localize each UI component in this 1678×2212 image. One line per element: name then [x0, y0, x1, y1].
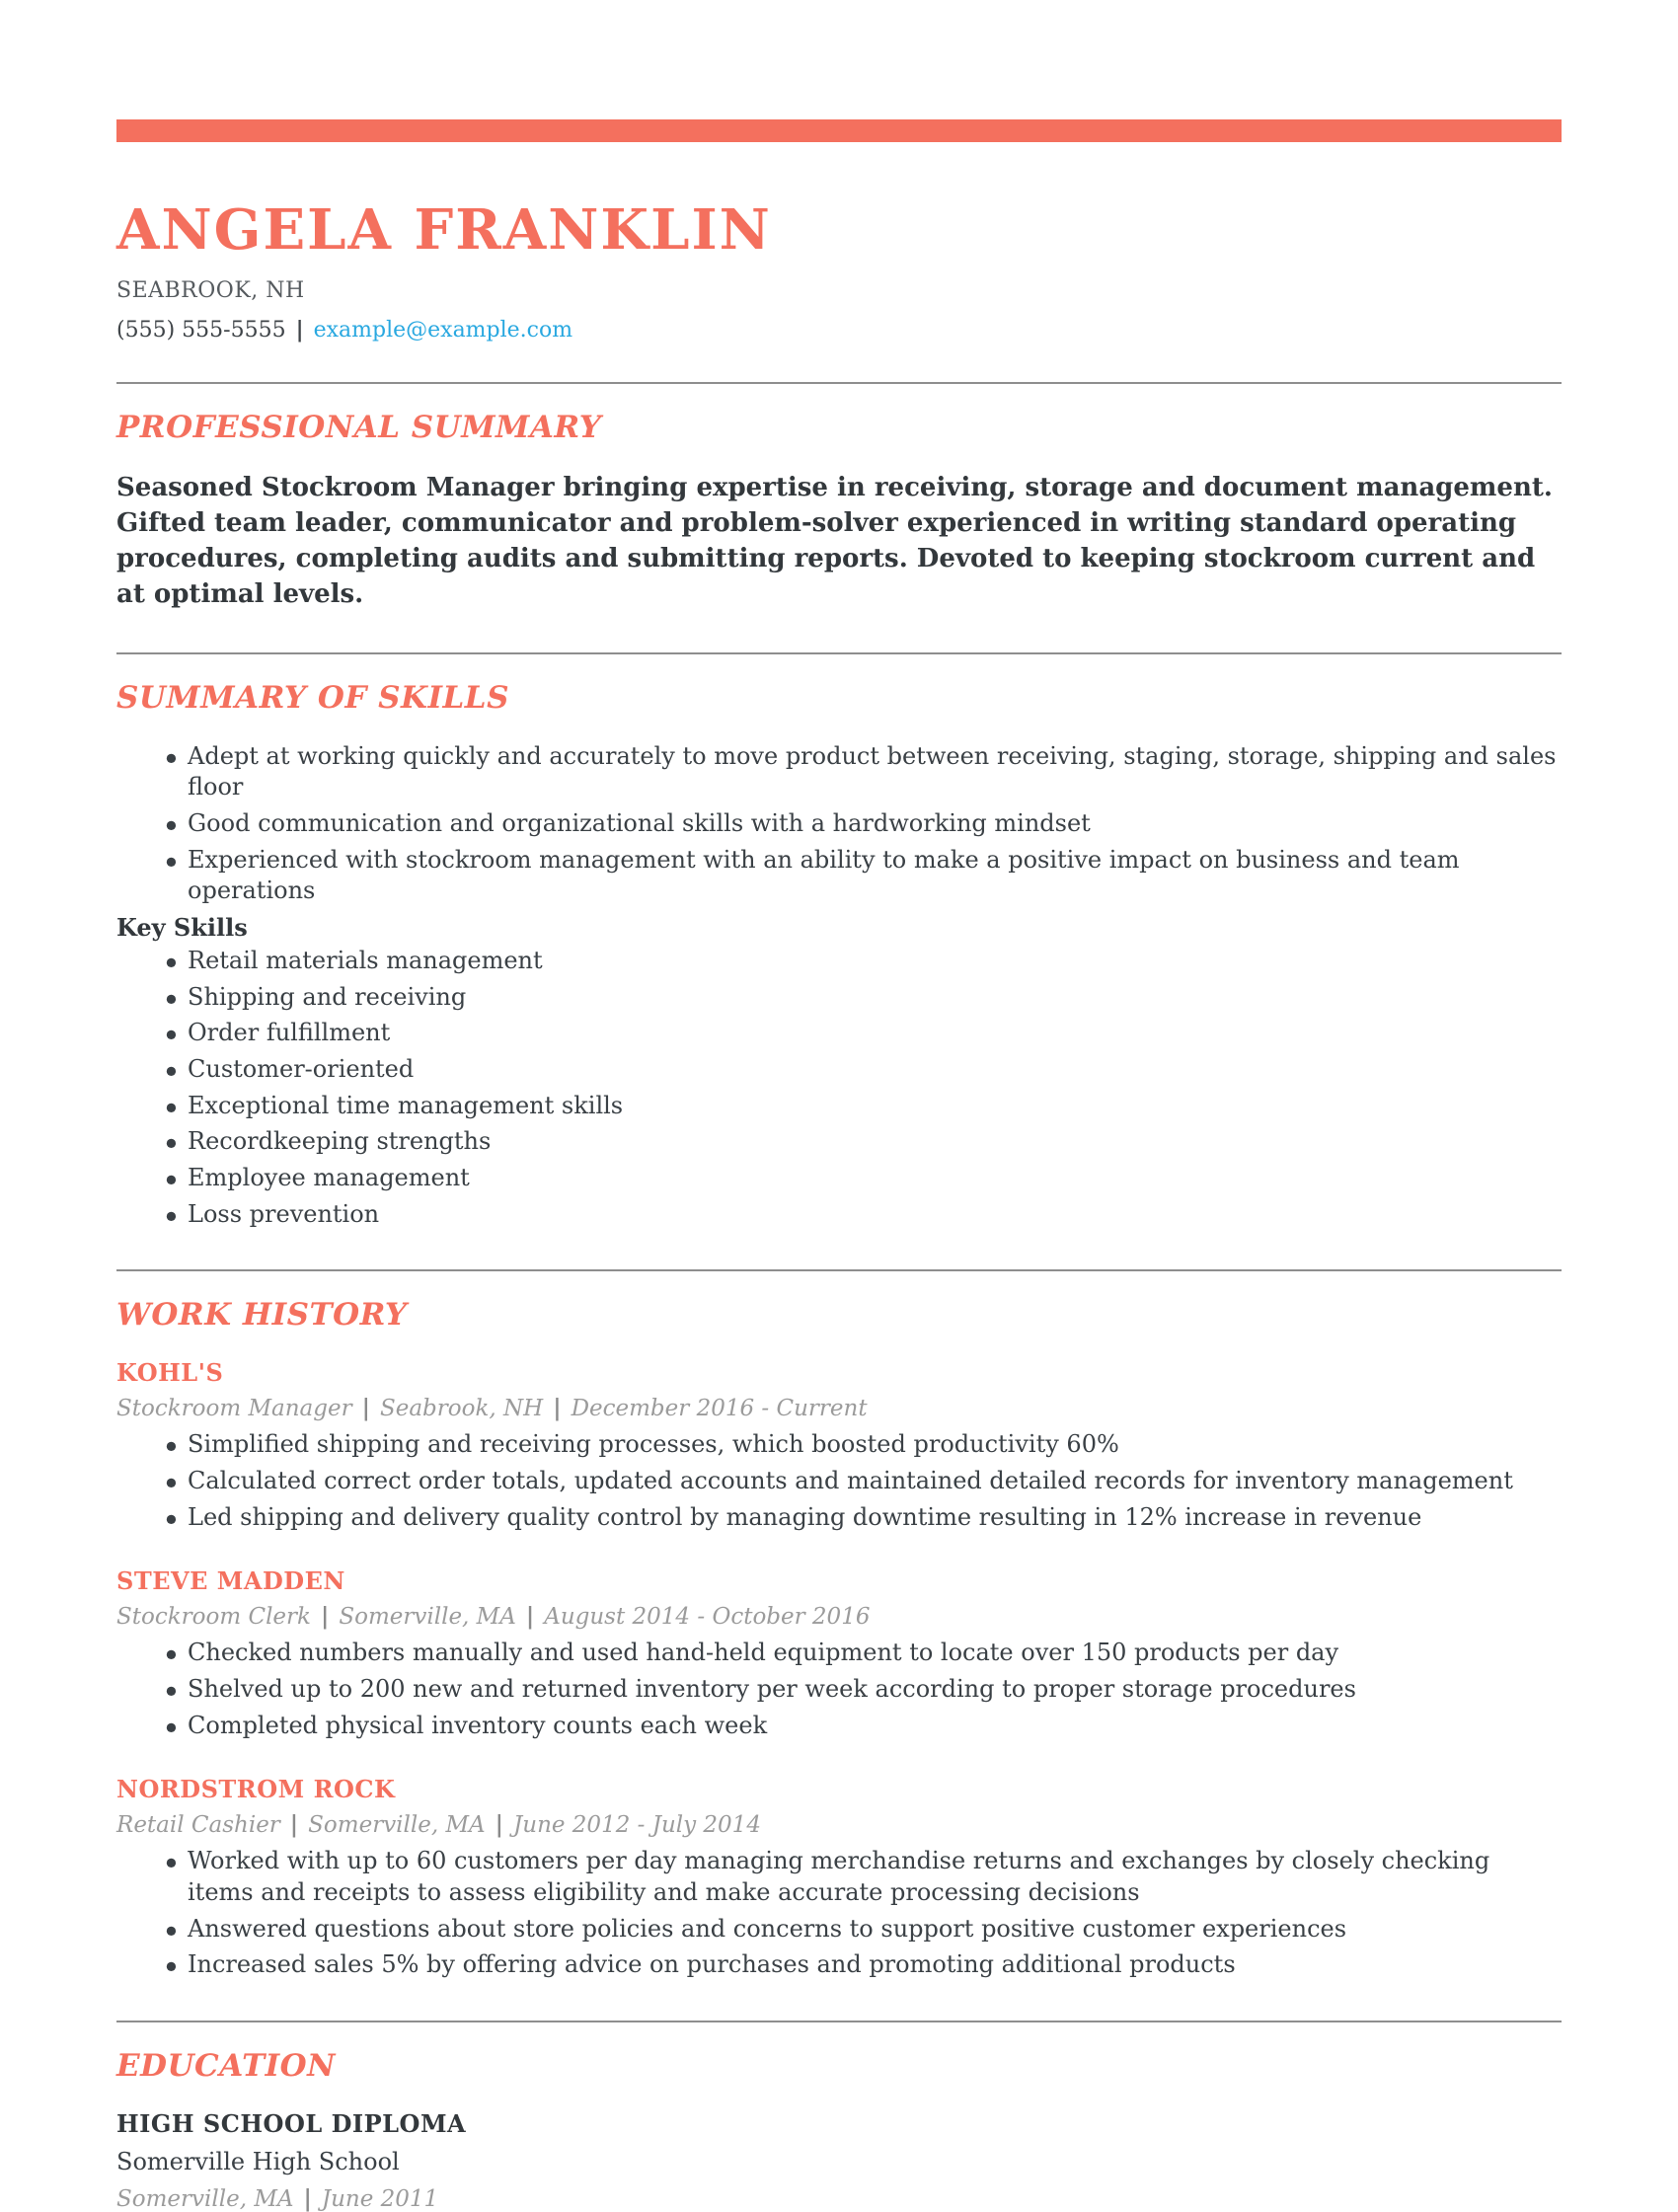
job-bullet: • Calculated correct order totals, updated accounts and maintained detailed records for inventory management: [162, 1466, 1562, 1497]
meta-separator: |: [303, 2184, 312, 2212]
contact-separator: |: [295, 317, 304, 343]
skill-bullet: • Adept at working quickly and accurately to move product between receiving, staging, storage, shipping and sales floor: [162, 741, 1562, 803]
work-history-section: [116, 1297, 1562, 1981]
job-role: Stockroom Clerk: [116, 1604, 311, 1631]
job-location: Seabrook, NH: [379, 1396, 544, 1422]
key-skills-list: [162, 946, 1562, 1230]
meta-separator: |: [361, 1395, 370, 1422]
key-skill-item: • Retail materials management: [162, 946, 1562, 977]
job-company: NORDSTROM ROCK: [116, 1775, 396, 1804]
job-location: Somerville, MA: [308, 1812, 486, 1839]
education-meta: [116, 2185, 1562, 2212]
job-dates: August 2014 - October 2016: [544, 1604, 871, 1631]
skill-bullet: • Experienced with stockroom management with an ability to make a positive impact on business and team operations: [162, 845, 1562, 907]
job-location: Somerville, MA: [339, 1604, 516, 1631]
education-school: Somerville High School: [116, 2147, 400, 2175]
section-divider: [116, 1269, 1562, 1271]
education-location: Somerville, MA: [116, 2185, 294, 2212]
job-dates: December 2016 - Current: [571, 1396, 868, 1422]
job-bullet: • Worked with up to 60 customers per day managing merchandise returns and exchanges by closely checking items and receipts to assess eligibility and make accurate processing decisions: [162, 1846, 1562, 1908]
key-skill-item: • Order fulfillment: [162, 1018, 1562, 1049]
job-meta: [116, 1603, 1562, 1630]
education-section: [116, 2048, 1562, 2212]
meta-separator: |: [495, 1811, 504, 1839]
job-bullet: • Answered questions about store policies and concerns to support positive customer experiences: [162, 1914, 1562, 1945]
education-title: EDUCATION: [116, 2047, 336, 2084]
meta-separator: |: [320, 1603, 330, 1631]
meta-separator: |: [289, 1811, 299, 1839]
job-bullet-list: [162, 1846, 1562, 1981]
job-meta: [116, 1811, 1562, 1838]
accent-top-bar: [116, 119, 1562, 142]
job-entry: [116, 1358, 1562, 1533]
job-dates: June 2012 - July 2014: [513, 1812, 761, 1839]
skills-title: SUMMARY OF SKILLS: [116, 679, 509, 716]
section-divider: [116, 382, 1562, 384]
key-skill-item: • Exceptional time management skills: [162, 1091, 1562, 1122]
education-degree: HIGH SCHOOL DIPLOMA: [116, 2108, 467, 2138]
key-skill-item: • Loss prevention: [162, 1199, 1562, 1231]
work-history-title: WORK HISTORY: [116, 1297, 408, 1334]
contact-line: [116, 317, 1562, 343]
job-entry: [116, 1775, 1562, 1981]
email-link[interactable]: example@example.com: [313, 318, 573, 343]
job-bullet: • Increased sales 5% by offering advice on purchases and promoting additional products: [162, 1949, 1562, 1981]
professional-summary-title: PROFESSIONAL SUMMARY: [116, 410, 602, 445]
professional-summary-section: [116, 410, 1562, 613]
candidate-location: SEABROOK, NH: [116, 278, 305, 303]
skill-bullet: • Good communication and organizational skills with a hardworking mindset: [162, 808, 1562, 840]
job-bullet: • Led shipping and delivery quality control by managing downtime resulting in 12% increase in revenue: [162, 1502, 1562, 1534]
job-company: STEVE MADDEN: [116, 1566, 345, 1596]
key-skills-label: Key Skills: [116, 912, 248, 942]
phone-number: (555) 555-5555: [116, 318, 286, 343]
key-skill-item: • Shipping and receiving: [162, 982, 1562, 1014]
job-bullet: • Checked numbers manually and used hand-held equipment to locate over 150 products per day: [162, 1638, 1562, 1669]
job-bullet-list: [162, 1638, 1562, 1741]
meta-separator: |: [525, 1603, 535, 1631]
job-entry: [116, 1566, 1562, 1741]
section-divider: [116, 2021, 1562, 2022]
job-bullet: • Completed physical inventory counts each week: [162, 1711, 1562, 1742]
skills-bullet-list: [162, 741, 1562, 907]
job-role: Retail Cashier: [116, 1812, 280, 1839]
job-bullet: • Shelved up to 200 new and returned inventory per week according to proper storage procedures: [162, 1674, 1562, 1706]
candidate-name: ANGELA FRANKLIN: [116, 197, 772, 263]
key-skill-item: • Customer-oriented: [162, 1054, 1562, 1086]
job-bullet-list: [162, 1429, 1562, 1533]
job-meta: [116, 1395, 1562, 1421]
job-bullet: • Simplified shipping and receiving processes, which boosted productivity 60%: [162, 1429, 1562, 1461]
key-skill-item: • Employee management: [162, 1163, 1562, 1194]
meta-separator: |: [553, 1395, 562, 1422]
section-divider: [116, 652, 1562, 654]
job-role: Stockroom Manager: [116, 1396, 352, 1422]
key-skill-item: • Recordkeeping strengths: [162, 1126, 1562, 1158]
professional-summary-text: Seasoned Stockroom Manager bringing expertise in receiving, storage and document management. Gifted team leader, communicator and problem-solver experienced in writing standard operating procedures, completing audits and submitting reports. Devoted to keeping stockroom current and at optimal levels.: [116, 473, 1553, 609]
resume-header: [116, 197, 1562, 343]
education-dates: June 2011: [321, 2185, 439, 2212]
skills-section: [116, 680, 1562, 1231]
job-company: KOHL'S: [116, 1358, 224, 1388]
